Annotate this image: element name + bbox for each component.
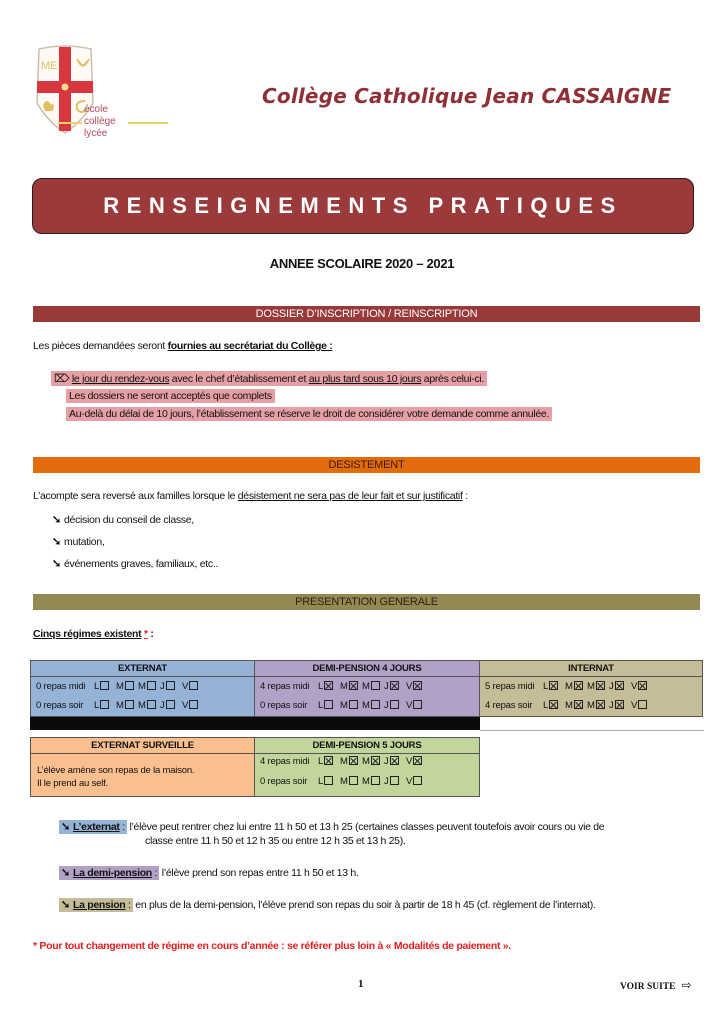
checked-box-icon: [390, 681, 399, 690]
voir-suite-link[interactable]: VOIR SUITE ⇨: [620, 978, 692, 992]
meal-row-label: 0 repas soir: [260, 776, 308, 787]
checked-box-icon: [413, 756, 422, 765]
arrow-bullet-icon: ➘: [52, 536, 61, 548]
day-label: M: [587, 681, 595, 692]
empty-box-icon: [371, 681, 380, 690]
table-separator-band: [30, 717, 480, 730]
empty-box-icon: [147, 681, 156, 690]
day-label: J: [609, 700, 614, 711]
inscription-line-3: Au-delà du délai de 10 jours, l’établissement se réserve le droit de considérer votre demande comme annulée.: [66, 407, 552, 421]
desistement-item: ➘ décision du conseil de classe,: [52, 514, 194, 526]
day-checkbox[interactable]: [94, 677, 116, 696]
day-checkbox[interactable]: [406, 696, 428, 715]
day-label: V: [406, 756, 413, 767]
day-checkbox[interactable]: [384, 772, 406, 792]
section-header-presentation: PRESENTATION GENERALE: [33, 594, 700, 610]
checked-box-icon: [549, 681, 558, 690]
empty-box-icon: [371, 700, 380, 709]
day-label: J: [384, 756, 389, 767]
inscription-intro: Les pièces demandées seront fournies au secrétariat du Collège :: [33, 340, 333, 352]
meal-row: [255, 677, 479, 696]
checked-box-icon: [413, 681, 422, 690]
inscription-line-1: ⌦ le jour du rendez-vous avec le chef d’établissement et au plus tard sous 10 jours après celui-ci.: [51, 371, 487, 386]
description-externat-continued: classe entre 11 h 50 et 12 h 35 ou entre 12 h 35 et 13 h 25).: [145, 835, 406, 847]
day-label: L: [318, 756, 324, 767]
arrow-right-icon: ⇨: [681, 978, 692, 992]
day-checkbox[interactable]: [116, 677, 138, 696]
day-checkbox[interactable]: [362, 677, 384, 696]
regime-title: DEMI-PENSION 4 JOURS: [255, 661, 479, 677]
day-checkbox[interactable]: [362, 696, 384, 715]
term-demi-pension: ➘ La demi-pension :: [61, 867, 158, 879]
checked-box-icon: [349, 681, 358, 690]
day-label: M: [340, 776, 348, 787]
checked-box-icon: [615, 700, 624, 709]
table-rule: [480, 730, 704, 731]
empty-box-icon: [125, 700, 134, 709]
empty-box-icon: [413, 700, 422, 709]
desistement-intro: L’acompte sera reversé aux familles lorsque le désistement ne sera pas de leur fait et sur justificatif :: [33, 490, 468, 502]
regime-title: EXTERNAT: [31, 661, 254, 677]
logo-word-ecole: école: [84, 104, 108, 115]
day-label: V: [182, 700, 189, 711]
checked-box-icon: [349, 756, 358, 765]
day-checkbox[interactable]: [160, 696, 182, 715]
day-label: M: [340, 756, 348, 767]
day-checkbox[interactable]: [340, 677, 362, 696]
meal-row: [255, 696, 479, 715]
meal-row-label: 4 repas midi: [260, 681, 310, 692]
day-label: L: [318, 700, 324, 711]
page-title: RENSEIGNEMENTS PRATIQUES: [103, 193, 623, 218]
day-label: M: [362, 681, 370, 692]
school-year: ANNEE SCOLAIRE 2020 – 2021: [269, 256, 455, 271]
day-checkbox[interactable]: [543, 677, 565, 696]
logo-word-college: collège: [84, 116, 116, 128]
description-demi-pension: ➘ La demi-pension : l’élève prend son repas entre 11 h 50 et 13 h.: [61, 867, 359, 879]
day-checkbox[interactable]: [94, 696, 116, 715]
day-checkbox[interactable]: [318, 696, 340, 715]
regime-internat: [479, 660, 703, 717]
day-checkbox[interactable]: [318, 754, 340, 770]
desistement-item: ➘ mutation,: [52, 536, 105, 548]
empty-box-icon: [324, 700, 333, 709]
checkbox-arrow-icon: ⌦: [54, 373, 70, 385]
day-checkbox[interactable]: [609, 677, 631, 696]
footnote-asterisk: *: [143, 628, 148, 640]
day-checkbox[interactable]: [160, 677, 182, 696]
day-checkbox[interactable]: [362, 754, 384, 770]
regime-externat-surveille: [30, 737, 255, 797]
checked-box-icon: [574, 700, 583, 709]
day-checkbox[interactable]: [384, 696, 406, 715]
day-checkbox[interactable]: [406, 677, 428, 696]
day-checkbox[interactable]: [340, 754, 362, 770]
day-label: M: [340, 700, 348, 711]
day-label: M: [116, 700, 124, 711]
checked-box-icon: [596, 681, 605, 690]
empty-box-icon: [349, 776, 358, 785]
empty-box-icon: [189, 681, 198, 690]
regime-description: L’élève amène son repas de la maison. Il le prend au self.: [37, 765, 195, 789]
inscription-line-2: Les dossiers ne seront acceptés que complets: [66, 389, 275, 403]
school-name: Collège Catholique Jean CASSAIGNE: [262, 84, 672, 108]
empty-box-icon: [125, 681, 134, 690]
day-label: V: [631, 700, 638, 711]
day-label: J: [384, 776, 389, 787]
day-label: L: [94, 681, 100, 692]
day-label: J: [160, 700, 165, 711]
term-pension: ➘ La pension :: [61, 899, 131, 911]
empty-box-icon: [100, 700, 109, 709]
checked-box-icon: [371, 756, 380, 765]
checked-box-icon: [390, 756, 399, 765]
day-checkbox[interactable]: [138, 696, 160, 715]
meal-row: [255, 772, 479, 790]
day-label: J: [609, 681, 614, 692]
day-label: M: [116, 681, 124, 692]
day-label: M: [565, 700, 573, 711]
meal-row: [31, 696, 254, 715]
section-header-inscription: DOSSIER D’INSCRIPTION / REINSCRIPTION: [33, 306, 700, 322]
day-label: M: [362, 776, 370, 787]
day-label: M: [340, 681, 348, 692]
day-checkbox[interactable]: [609, 696, 631, 715]
meal-row-label: 0 repas soir: [36, 700, 84, 711]
arrow-bullet-icon: ➘: [61, 867, 70, 879]
day-checkbox[interactable]: [543, 696, 565, 715]
arrow-bullet-icon: ➘: [61, 821, 70, 833]
meal-row: [480, 696, 702, 715]
day-label: L: [94, 700, 100, 711]
day-checkbox[interactable]: [631, 677, 653, 696]
regime-demi-pension-5: [254, 737, 480, 797]
regime-title: EXTERNAT SURVEILLE: [31, 738, 254, 754]
day-label: M: [587, 700, 595, 711]
checked-box-icon: [596, 700, 605, 709]
day-label: V: [406, 681, 413, 692]
meal-row: [480, 677, 702, 696]
checked-box-icon: [615, 681, 624, 690]
empty-box-icon: [413, 776, 422, 785]
day-label: M: [138, 700, 146, 711]
svg-text:ME: ME: [41, 60, 58, 72]
day-checkbox[interactable]: [587, 696, 609, 715]
day-label: M: [138, 681, 146, 692]
checked-box-icon: [549, 700, 558, 709]
regime-title: DEMI-PENSION 5 JOURS: [255, 738, 479, 754]
meal-row-label: 4 repas soir: [485, 700, 533, 711]
logo-rule-right: [128, 122, 168, 124]
day-checkbox[interactable]: [362, 772, 384, 792]
page-title-banner: [32, 178, 694, 234]
meal-row-label: 0 repas soir: [260, 700, 308, 711]
day-checkbox[interactable]: [384, 677, 406, 696]
day-label: L: [318, 681, 324, 692]
day-checkbox[interactable]: [182, 677, 204, 696]
empty-box-icon: [390, 776, 399, 785]
regime-title: INTERNAT: [480, 661, 702, 677]
regimes-subtitle: Cinqs régimes existent * :: [33, 628, 154, 640]
regime-demi-pension-4: [254, 660, 480, 717]
term-externat: ➘ L’externat :: [61, 821, 125, 833]
day-checkbox[interactable]: [587, 677, 609, 696]
day-checkbox[interactable]: [406, 754, 428, 770]
day-label: V: [406, 776, 413, 787]
empty-box-icon: [147, 700, 156, 709]
day-label: M: [362, 700, 370, 711]
day-checkbox[interactable]: [138, 677, 160, 696]
page-number: 1: [358, 978, 364, 990]
arrow-bullet-icon: ➘: [52, 558, 61, 570]
day-checkbox[interactable]: [182, 696, 204, 715]
day-checkbox[interactable]: [384, 754, 406, 770]
empty-box-icon: [324, 776, 333, 785]
day-label: J: [160, 681, 165, 692]
meal-row-label: 4 repas midi: [260, 756, 310, 767]
day-label: L: [543, 700, 549, 711]
day-label: M: [565, 681, 573, 692]
logo-word-lycee: lycée: [84, 128, 108, 139]
day-label: V: [406, 700, 413, 711]
day-label: L: [543, 681, 549, 692]
day-checkbox[interactable]: [318, 677, 340, 696]
empty-box-icon: [390, 700, 399, 709]
day-checkbox[interactable]: [318, 772, 340, 792]
day-checkbox[interactable]: [116, 696, 138, 715]
empty-box-icon: [100, 681, 109, 690]
day-checkbox[interactable]: [565, 696, 587, 715]
footnote: * Pour tout changement de régime en cours d’année : se référer plus loin à « Modalités de paiement ».: [33, 940, 511, 952]
arrow-bullet-icon: ➘: [52, 514, 61, 526]
empty-box-icon: [166, 700, 175, 709]
day-checkbox[interactable]: [565, 677, 587, 696]
day-label: L: [318, 776, 324, 787]
day-label: M: [362, 756, 370, 767]
empty-box-icon: [638, 700, 647, 709]
description-pension: ➘ La pension : en plus de la demi-pension, l’élève prend son repas du soir à partir de 18 h 45 (cf. règlement de l’internat).: [61, 899, 596, 911]
desistement-item: ➘ événements graves, familiaux, etc..: [52, 558, 219, 570]
empty-box-icon: [166, 681, 175, 690]
regime-externat: [30, 660, 255, 717]
day-label: J: [384, 681, 389, 692]
checked-box-icon: [324, 681, 333, 690]
checked-box-icon: [324, 756, 333, 765]
day-label: V: [182, 681, 189, 692]
empty-box-icon: [371, 776, 380, 785]
meal-row: [255, 754, 479, 772]
meal-row-label: 5 repas midi: [485, 681, 535, 692]
day-checkbox[interactable]: [631, 696, 653, 715]
day-label: V: [631, 681, 638, 692]
logo-tagline: [84, 104, 116, 140]
empty-box-icon: [349, 700, 358, 709]
meal-row-label: 0 repas midi: [36, 681, 86, 692]
checked-box-icon: [574, 681, 583, 690]
checked-box-icon: [638, 681, 647, 690]
empty-box-icon: [189, 700, 198, 709]
section-header-desistement: DESISTEMENT: [33, 457, 700, 473]
arrow-bullet-icon: ➘: [61, 899, 70, 911]
logo-rule-left: [58, 122, 82, 124]
day-label: J: [384, 700, 389, 711]
meal-row: [31, 677, 254, 696]
description-externat: ➘ L’externat : l’élève peut rentrer chez lui entre 11 h 50 et 13 h 25 (certaines classes peuvent toutefois avoir cours ou vie de: [61, 821, 605, 833]
day-checkbox[interactable]: [340, 772, 362, 792]
day-checkbox[interactable]: [340, 696, 362, 715]
day-checkbox[interactable]: [406, 772, 428, 792]
